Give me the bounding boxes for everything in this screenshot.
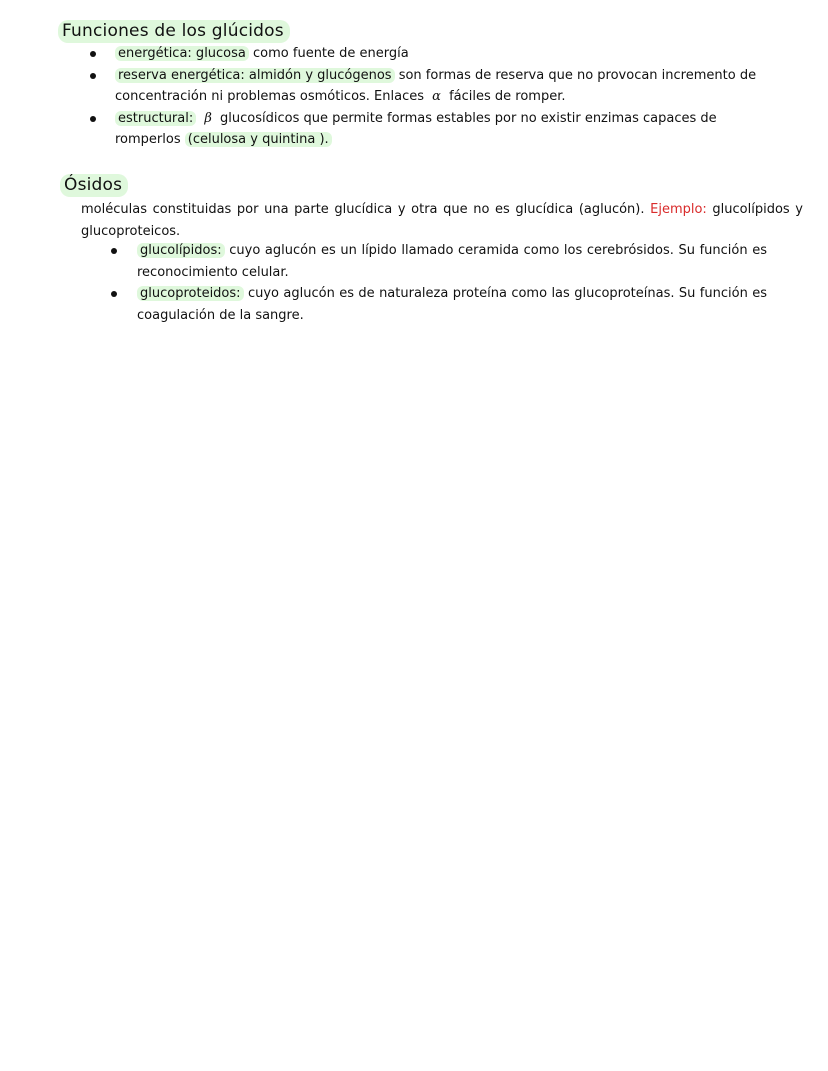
- list-item-glucolipidos: [137, 240, 767, 283]
- highlight-celulosa: (celulosa y quintina ).: [185, 132, 332, 147]
- section-title-osidos: Ósidos: [60, 174, 128, 196]
- text-glucolipidos: cuyo aglucón es un lípido llamado ceramida como los cerebrósidos. Su función es reconocimiento celular.: [137, 243, 767, 280]
- list-item-reserva: [115, 65, 775, 108]
- list-item-glucoproteidos: [137, 283, 767, 326]
- bullet-icon: [90, 51, 96, 57]
- text-energetica: como fuente de energía: [248, 46, 409, 61]
- bullet-icon: [90, 116, 96, 122]
- beta-symbol: β: [204, 110, 212, 126]
- text-glucoproteidos: cuyo aglucón es de naturaleza proteína como las glucoproteínas. Su función es coagulación de la sangre.: [137, 286, 767, 323]
- term-glucoproteidos: glucoproteidos:: [137, 286, 244, 301]
- term-energetica: energética: glucosa: [115, 46, 249, 61]
- alpha-symbol: α: [432, 89, 441, 104]
- funciones-list: [115, 43, 775, 151]
- term-reserva: reserva energética: almidón y glucógenos: [115, 68, 395, 83]
- list-item-estructural: [115, 108, 775, 151]
- text-reserva-tail: fáciles de romper.: [449, 89, 566, 104]
- osidos-intro: [81, 199, 803, 242]
- text-reserva: son formas de reserva que no provocan incremento de concentración ni problemas osmóticos. Enlaces: [115, 67, 757, 104]
- intro-text: moléculas constituidas por una parte glucídica y otra que no es glucídica (aglucón).: [81, 202, 645, 217]
- example-text: glucolípidos y glucoproteicos.: [81, 202, 803, 239]
- osidos-list: [137, 240, 767, 326]
- example-label: Ejemplo:: [650, 202, 707, 217]
- bullet-icon: [90, 73, 96, 79]
- bullet-icon: [111, 291, 117, 297]
- term-glucolipidos: glucolípidos:: [137, 243, 225, 258]
- list-item-energetica: [115, 43, 775, 65]
- bullet-icon: [111, 248, 117, 254]
- section-title-funciones: Funciones de los glúcidos: [58, 20, 290, 42]
- text-estructural: glucosídicos que permite formas estables por no existir enzimas capaces de romperlos: [115, 110, 717, 147]
- term-estructural: estructural:: [115, 111, 196, 126]
